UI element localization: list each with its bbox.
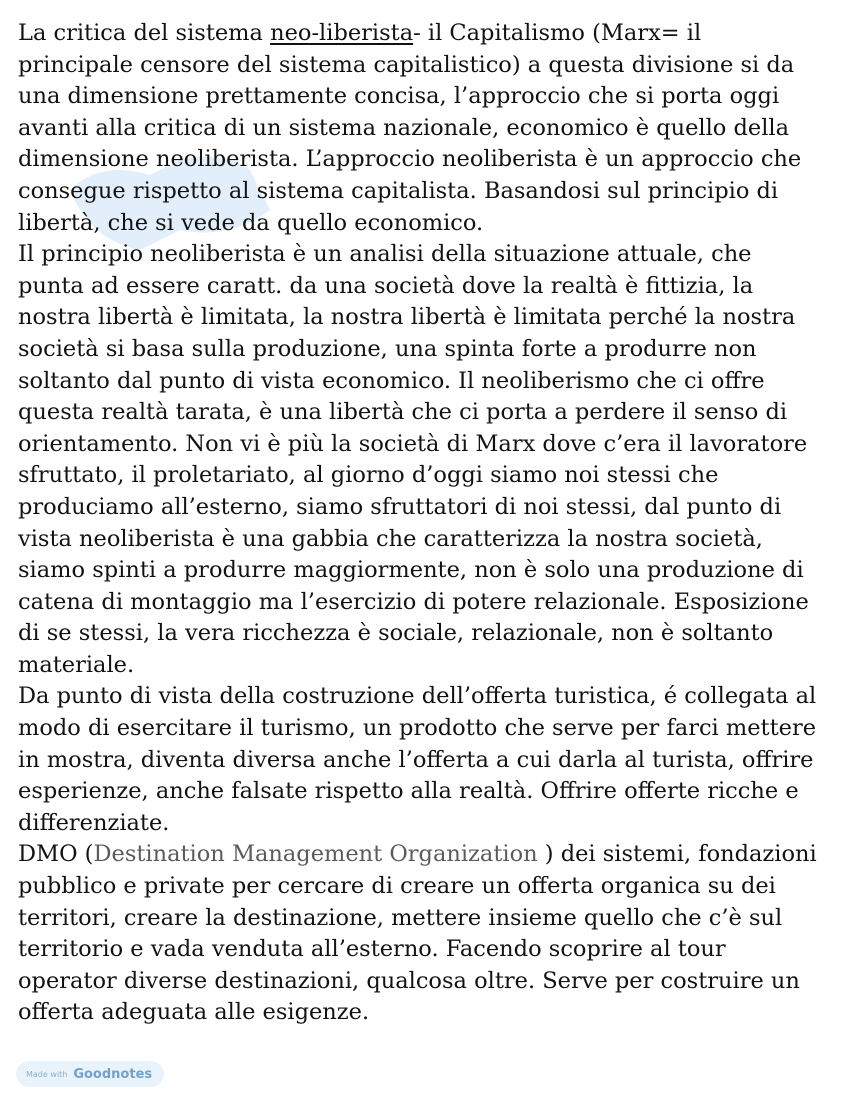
- paragraph-3: Da punto di vista della costruzione dell’offerta turistica, é collegata al modo di esercitare il turismo, un prodotto che serve per farci mettere in mostra, diventa diversa anche l’offerta a cui darla al turista, offrire esperienze, anche falsate rispetto alla realtà. Offrire offerte ricche e differenziate.: [18, 683, 817, 836]
- paragraph-4-text-b: ) dei sistemi, fondazioni pubblico e private per cercare di creare un offerta organica su dei territori, creare la destinazione, mettere insieme quello che c’è sul territorio e vada venduta all’esterno. Facendo scoprire al tour operator diverse destinazioni, qualcosa oltre. Serve per costruire un offerta adeguata alle esigenze.: [18, 841, 817, 1026]
- underlined-term: neo-liberista: [270, 20, 414, 46]
- paragraph-2: Il principio neoliberista è un analisi della situazione attuale, che punta ad essere caratt. da una società dove la realtà è fittizia, la nostra libertà è limitata, la nostra libertà è limitata perché la nostra società si basa sulla produzione, una spinta forte a produrre non soltanto dal punto di vista economico. Il neoliberismo che ci offre questa realtà tarata, è una libertà che ci porta a perdere il senso di orientamento. Non vi è più la società di Marx dove c’era il lavoratore sfruttato, il proletariato, al giorno d’oggi siamo noi stessi che produciamo all’esterno, siamo sfruttatori di noi stessi, dal punto di vista neoliberista è una gabbia che caratterizza la nostra società, siamo spinti a produrre maggiormente, non è solo una produzione di catena di montaggio ma l’esercizio di potere relazionale. Esposizione di se stessi, la vera ricchezza è sociale, relazionale, non è soltanto materiale.: [18, 241, 809, 678]
- dmo-expansion: Destination Management Organization: [93, 841, 545, 868]
- badge-made-with: Made with: [26, 1069, 68, 1079]
- paragraph-1-text-b: - il Capitalismo (Marx= il principale censore del sistema capitalistico) a questa divisione si da una dimensione prettamente concisa, l’approccio che si porta oggi avanti alla critica di un sistema nazionale, economico è quello della dimensione neoliberista. L’approccio neoliberista è un approccio che consegue rispetto al sistema capitalista. Basandosi sul principio di libertà, che si vede da quello economico.: [18, 20, 802, 236]
- badge-brand: Goodnotes: [73, 1066, 153, 1082]
- goodnotes-badge: [16, 1061, 164, 1087]
- paragraph-4-text-a: DMO (: [18, 841, 94, 868]
- paragraph-4: [18, 839, 818, 1029]
- document-body: [18, 18, 818, 1029]
- paragraph-1-text-a: La critica del sistema: [18, 20, 271, 46]
- paragraph-1: [18, 18, 818, 239]
